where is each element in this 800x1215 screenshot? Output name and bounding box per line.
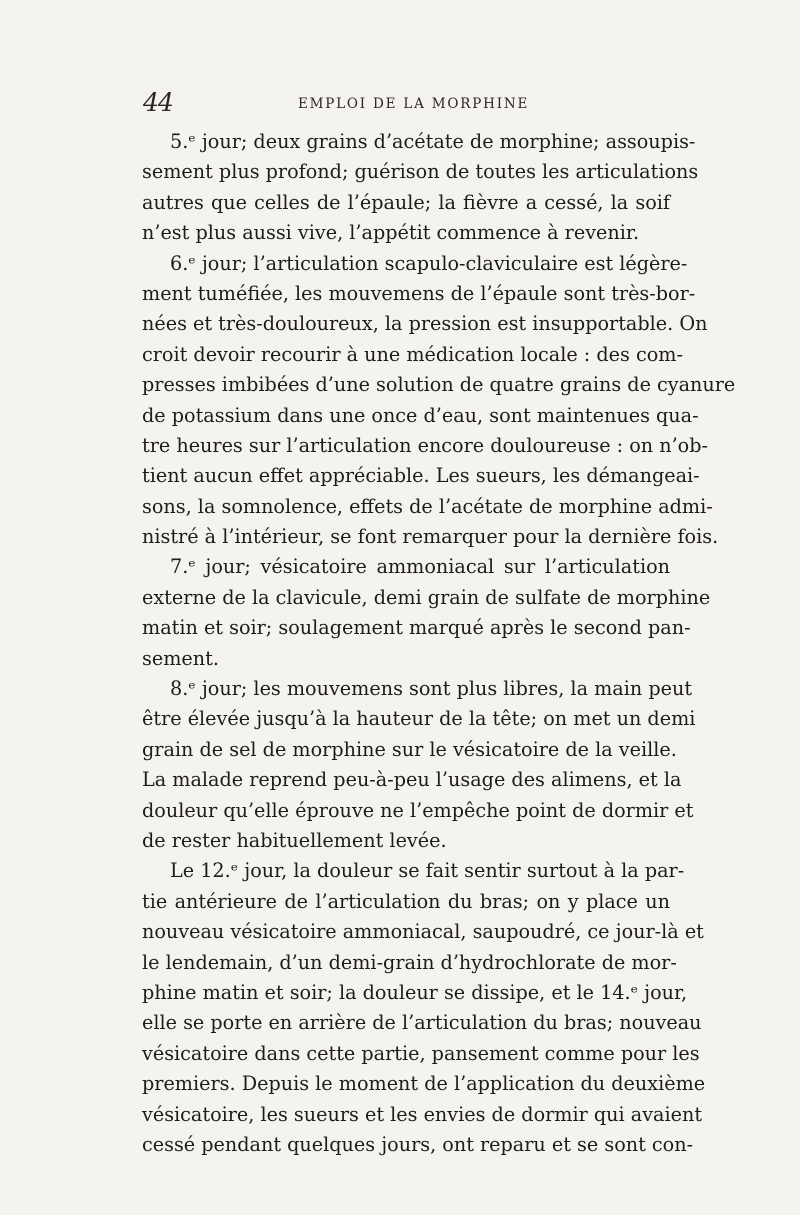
text-line: autres que celles de l’épaule; la fièvre a cessé, la soif (142, 190, 670, 214)
text-line: vésicatoire dans cette partie, pansement comme pour les (142, 1041, 700, 1065)
paragraph-day-12 (142, 856, 706, 1160)
text-line: tre heures sur l’articulation encore douloureuse : on n’ob- (142, 433, 708, 457)
page-number: 44 (143, 88, 173, 117)
text-line: 6.ᵉ jour; l’articulation scapulo-claviculaire est légère- (170, 251, 688, 275)
text-line: 7.ᵉ jour; vésicatoire ammoniacal sur l’articulation (170, 555, 670, 579)
text-line: tient aucun effet appréciable. Les sueurs, les démangeai- (142, 464, 700, 488)
text-line: premiers. Depuis le moment de l’application du deuxième (142, 1072, 706, 1096)
text-line: cessé pendant quelques jours, ont reparu et se sont con- (142, 1132, 694, 1156)
text-line: vésicatoire, les sueurs et les envies de dormir qui avaient (142, 1102, 703, 1126)
text-line: matin et soir; soulagement marqué après le second pan- (142, 616, 691, 640)
text-line: sons, la somnolence, effets de l’acétate de morphine admi- (142, 494, 713, 518)
text-line: phine matin et soir; la douleur se dissipe, et le 14.ᵉ jour, (142, 980, 688, 1004)
text-line: être élevée jusqu’à la hauteur de la tête; on met un demi (142, 707, 696, 731)
text-line: elle se porte en arrière de l’articulation du bras; nouveau (142, 1011, 702, 1035)
text-line: Le 12.ᵉ jour, la douleur se fait sentir surtout à la par- (170, 859, 685, 883)
text-line: croit devoir recourir à une médication locale : des com- (142, 342, 683, 366)
text-line: sement. (142, 646, 219, 670)
text-line: 5.ᵉ jour; deux grains d’acétate de morphine; assoupis- (170, 130, 696, 153)
running-head: EMPLOI DE LA MORPHINE (298, 96, 530, 112)
text-line: La malade reprend peu-à-peu l’usage des alimens, et la (142, 768, 682, 792)
page-header (143, 84, 673, 116)
text-line: grain de sel de morphine sur le vésicatoire de la veille. (142, 737, 677, 761)
paragraph-day-5 (142, 127, 699, 249)
text-line: sement plus profond; guérison de toutes les articulations (142, 160, 699, 184)
text-line: presses imbibées d’une solution de quatre grains de cyanure (142, 373, 736, 397)
text-line: 8.ᵉ jour; les mouvemens sont plus libres, la main peut (170, 677, 693, 701)
text-line: de potassium dans une once d’eau, sont maintenues qua- (142, 403, 699, 427)
body-text (142, 127, 736, 1160)
text-line: tie antérieure de l’articulation du bras; on y place un (142, 889, 670, 913)
text-line: ment tuméfiée, les mouvemens de l’épaule sont très-bor- (142, 281, 696, 305)
paragraph-day-7 (142, 552, 711, 674)
text-line: le lendemain, d’un demi-grain d’hydrochlorate de mor- (142, 950, 677, 974)
text-line: nées et très-douloureux, la pression est insupportable. On (142, 312, 708, 336)
text-line: nouveau vésicatoire ammoniacal, saupoudré, ce jour-là et (142, 920, 704, 944)
paragraph-day-6 (142, 249, 736, 553)
text-line: nistré à l’intérieur, se font remarquer pour la dernière fois. (142, 525, 719, 549)
paragraph-day-8 (142, 674, 696, 856)
text-line: de rester habituellement levée. (142, 828, 447, 852)
text-line: externe de la clavicule, demi grain de sulfate de morphine (142, 585, 711, 609)
text-line: douleur qu’elle éprouve ne l’empêche point de dormir et (142, 798, 694, 822)
text-line: n’est plus aussi vive, l’appétit commence à revenir. (142, 221, 640, 245)
